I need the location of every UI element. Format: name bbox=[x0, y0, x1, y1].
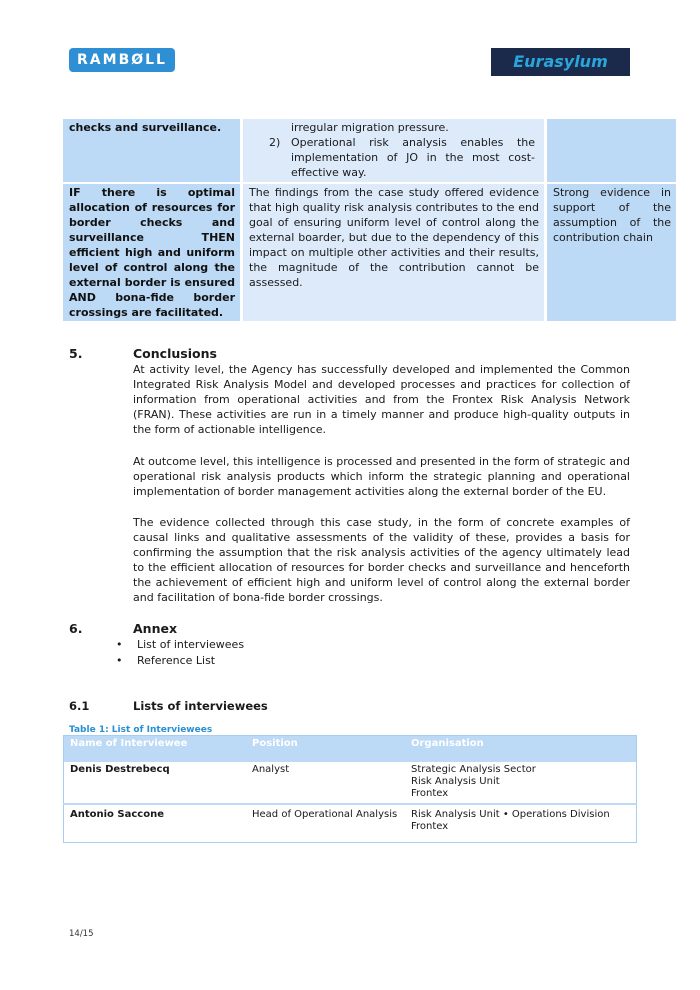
contribution-table bbox=[63, 119, 676, 321]
interviewee-organisation bbox=[405, 762, 637, 804]
interviewee-position: Analyst bbox=[246, 762, 405, 804]
bullet-icon: • bbox=[116, 638, 123, 651]
list-item bbox=[116, 637, 244, 653]
interviewee-name: Denis Destrebecq bbox=[64, 762, 247, 804]
list-number: 2) bbox=[269, 136, 281, 149]
table-header-row bbox=[64, 736, 637, 763]
evidence-cell bbox=[242, 119, 546, 183]
evidence-cell: The findings from the case study offered evidence that high quality risk analysis contributes to the end goal of ensuring uniform level of control along the external boarder, but due to the dependency of this impact on multiple other activities and their results, the magnitude of the contribution cannot be assessed. bbox=[242, 183, 546, 321]
paragraph: At outcome level, this intelligence is processed and presented in the form of strategic and operational risk analysis products which inform the strategic planning and operational implementation of border management activities along the external border of the EU. bbox=[133, 455, 630, 498]
column-header: Name of Interviewee bbox=[64, 736, 247, 763]
list-item bbox=[249, 120, 539, 135]
subsection-title: Lists of interviewees bbox=[133, 699, 268, 713]
interviewee-position: Head of Operational Analysis bbox=[252, 809, 398, 820]
list-text: Operational risk analysis enables the implementation of JO in the most cost-effective way. bbox=[291, 136, 535, 179]
annex-list bbox=[116, 637, 244, 669]
interviewees-table bbox=[63, 735, 637, 843]
conclusion-cell bbox=[546, 119, 677, 183]
table-row bbox=[63, 183, 676, 321]
claim-cell: checks and surveillance. bbox=[63, 119, 242, 183]
paragraph: The evidence collected through this case study, in the form of concrete examples of causal links and qualitative assessments of the validity of these, provides a basis for confirming the assumption that the risk analysis activities of the agency ultimately lead to the efficient allocation of resources for border checks and surveillance and henceforth the achievement of efficient high and uniform level of control along the external border and facilitation of bona-fide border crossings. bbox=[133, 516, 630, 604]
interviewee-organisation bbox=[405, 804, 637, 843]
section-title: Annex bbox=[133, 621, 178, 636]
org-line: Frontex bbox=[411, 821, 449, 832]
org-line: Risk Analysis Unit bbox=[411, 776, 500, 787]
evidence-list bbox=[249, 120, 539, 180]
section-number: 5. bbox=[69, 346, 83, 361]
column-header: Organisation bbox=[405, 736, 637, 763]
list-item bbox=[116, 653, 244, 669]
section-title: Conclusions bbox=[133, 346, 217, 361]
table-row bbox=[64, 804, 637, 843]
list-text: List of interviewees bbox=[137, 638, 245, 651]
conclusion-cell: Strong evidence in support of the assumption of the contribution chain bbox=[546, 183, 677, 321]
subsection-number: 6.1 bbox=[69, 699, 90, 713]
list-text: irregular migration pressure. bbox=[291, 121, 449, 134]
claim-cell: IF there is optimal allocation of resources for border checks and surveillance THEN efficient high and uniform level of control along the external border is ensured AND bona-fide border crossings are facilitated. bbox=[63, 183, 242, 321]
paragraph: At activity level, the Agency has successfully developed and implemented the Common Integrated Risk Analysis Model and developed processes and practices for collection of information from operational activities and from the Frontex Risk Analysis Network (FRAN). These activities are run in a timely manner and produce high-quality outputs in the form of actionable intelligence. bbox=[133, 363, 630, 436]
org-line: Risk Analysis Unit • Operations Division bbox=[411, 809, 610, 820]
page-number: 14/15 bbox=[69, 929, 94, 939]
table-row bbox=[64, 762, 637, 804]
eurasylum-logo: Eurasylum bbox=[491, 48, 630, 76]
list-item bbox=[249, 135, 539, 180]
table-caption: Table 1: List of Interviewees bbox=[69, 725, 213, 735]
bullet-icon: • bbox=[116, 654, 123, 667]
section-number: 6. bbox=[69, 621, 83, 636]
org-line: Strategic Analysis Sector bbox=[411, 764, 536, 775]
table-row bbox=[63, 119, 676, 183]
org-line: Frontex bbox=[411, 788, 449, 799]
column-header: Position bbox=[246, 736, 405, 763]
interviewee-name: Antonio Saccone bbox=[70, 809, 164, 820]
ramboll-logo: RAMBØLL bbox=[69, 48, 175, 72]
list-text: Reference List bbox=[137, 654, 216, 667]
